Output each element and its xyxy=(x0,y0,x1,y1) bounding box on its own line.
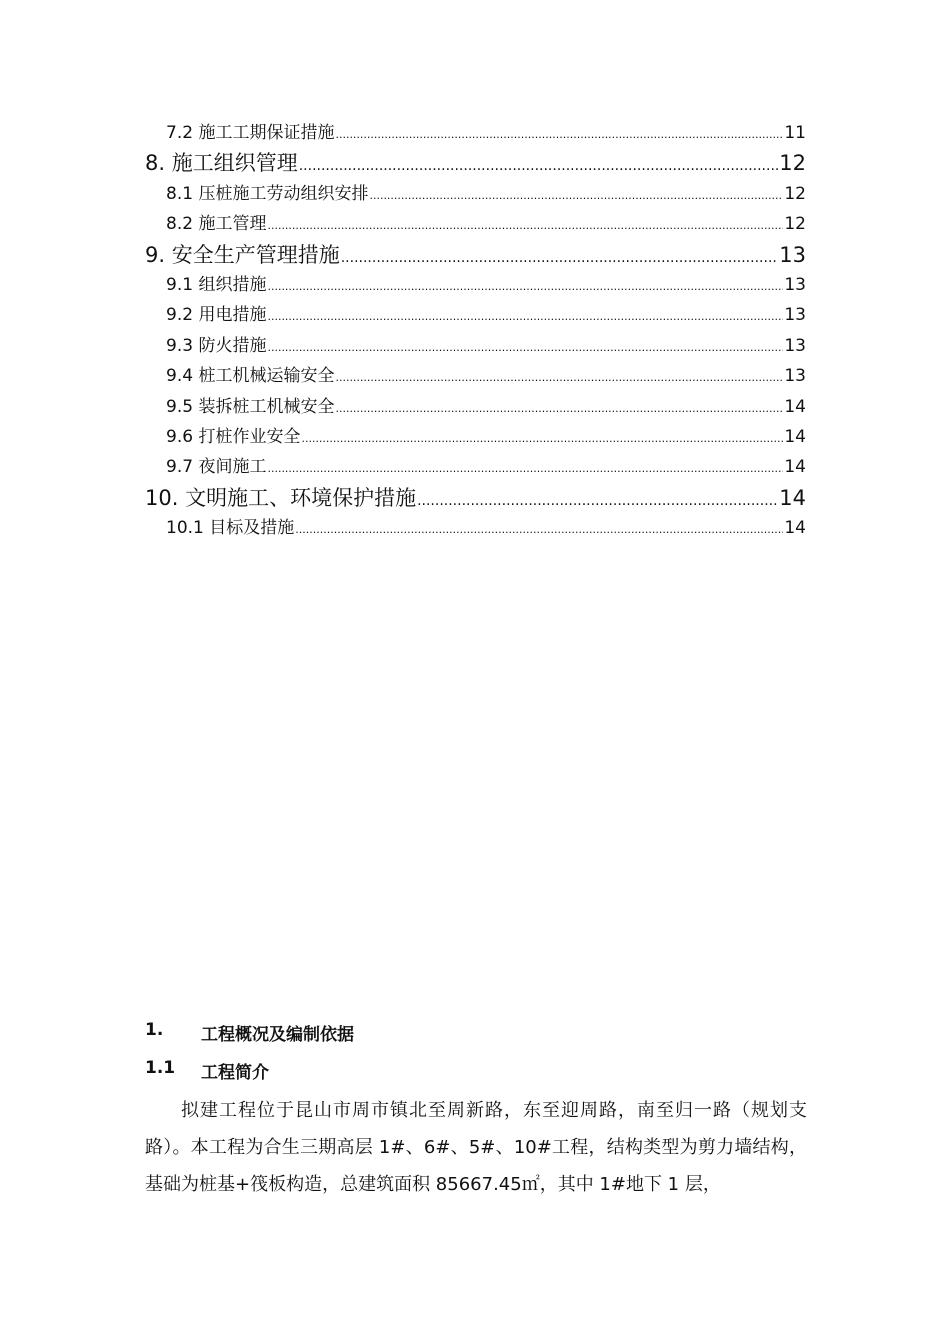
toc-entry-page: 14 xyxy=(784,518,806,539)
toc-leader-dots xyxy=(335,363,783,393)
toc-entry-label: 9.3 防火措施 xyxy=(166,335,267,356)
body-paragraph: 拟建工程位于昆山市周市镇北至周新路，东至迎周路，南至归一路（规划支路）。本工程为合生三期高层 1#、6#、5#、10#工程，结构类型为剪力墙结构，基础为桩基+筏板构造，总建筑面积 85667.45㎡，其中 1#地下 1 层， xyxy=(145,1100,807,1195)
toc-entry-label: 10. 文明施工、环境保护措施 xyxy=(145,485,417,510)
toc-entry[interactable] xyxy=(145,452,806,482)
toc-entry-label: 7.2 施工工期保证措施 xyxy=(166,123,335,143)
toc-leader-dots xyxy=(299,151,779,181)
toc-entry[interactable] xyxy=(145,209,806,239)
toc-entry-page: 14 xyxy=(784,396,806,417)
toc-entry-page: 13 xyxy=(784,274,806,295)
toc-leader-dots xyxy=(267,333,783,363)
table-of-contents xyxy=(145,118,806,543)
toc-entry-label: 9.7 夜间施工 xyxy=(166,457,267,478)
toc-entry-label: 9.2 用电措施 xyxy=(166,305,267,326)
toc-leader-dots xyxy=(267,302,783,332)
toc-leader-dots xyxy=(295,515,783,545)
toc-entry-page: 13 xyxy=(779,242,806,267)
section-title: 工程概况及编制依据 xyxy=(201,1025,354,1045)
toc-entry-page: 12 xyxy=(784,183,806,204)
toc-entry[interactable] xyxy=(145,483,806,513)
toc-leader-dots xyxy=(341,243,779,273)
toc-entry-page: 14 xyxy=(784,457,806,478)
toc-leader-dots xyxy=(267,454,783,484)
toc-entry-page: 11 xyxy=(784,123,806,143)
toc-leader-dots xyxy=(267,272,783,302)
toc-entry-page: 13 xyxy=(784,335,806,356)
toc-entry[interactable] xyxy=(145,392,806,422)
subsection-title: 工程简介 xyxy=(201,1063,269,1083)
toc-entry[interactable] xyxy=(145,179,806,209)
toc-entry[interactable] xyxy=(145,361,806,391)
toc-entry-label: 8.2 施工管理 xyxy=(166,214,267,235)
toc-entry-page: 13 xyxy=(784,305,806,326)
toc-entry-label: 9.5 装拆桩工机械安全 xyxy=(166,396,335,417)
toc-leader-dots xyxy=(267,211,783,241)
section-heading-1-1 xyxy=(145,1058,807,1083)
toc-leader-dots xyxy=(335,120,783,150)
toc-entry-label: 8.1 压桩施工劳动组织安排 xyxy=(166,183,369,204)
toc-leader-dots xyxy=(335,394,783,424)
toc-entry-label: 9.4 桩工机械运输安全 xyxy=(166,366,335,387)
toc-entry[interactable] xyxy=(145,118,806,148)
subsection-number: 1.1 xyxy=(145,1058,176,1078)
toc-entry-label: 10.1 目标及措施 xyxy=(166,518,295,539)
toc-leader-dots xyxy=(369,181,783,211)
toc-entry-label: 9. 安全生产管理措施 xyxy=(145,242,340,267)
toc-entry-label: 9.1 组织措施 xyxy=(166,274,267,295)
toc-entry[interactable] xyxy=(145,270,806,300)
toc-leader-dots xyxy=(417,486,778,516)
toc-entry-label: 8. 施工组织管理 xyxy=(145,151,298,176)
toc-entry-page: 14 xyxy=(784,426,806,447)
toc-entry[interactable] xyxy=(145,422,806,452)
section-heading-1 xyxy=(145,1020,807,1045)
toc-entry[interactable] xyxy=(145,240,806,270)
toc-entry-page: 12 xyxy=(779,151,806,176)
section-number: 1. xyxy=(145,1020,164,1040)
toc-entry-label: 9.6 打桩作业安全 xyxy=(166,426,301,447)
toc-entry[interactable] xyxy=(145,148,806,178)
toc-entry-page: 13 xyxy=(784,366,806,387)
toc-entry-page: 14 xyxy=(779,485,806,510)
toc-entry[interactable] xyxy=(145,331,806,361)
toc-leader-dots xyxy=(301,424,783,454)
toc-entry[interactable] xyxy=(145,513,806,543)
toc-entry-page: 12 xyxy=(784,214,806,235)
toc-entry[interactable] xyxy=(145,300,806,330)
